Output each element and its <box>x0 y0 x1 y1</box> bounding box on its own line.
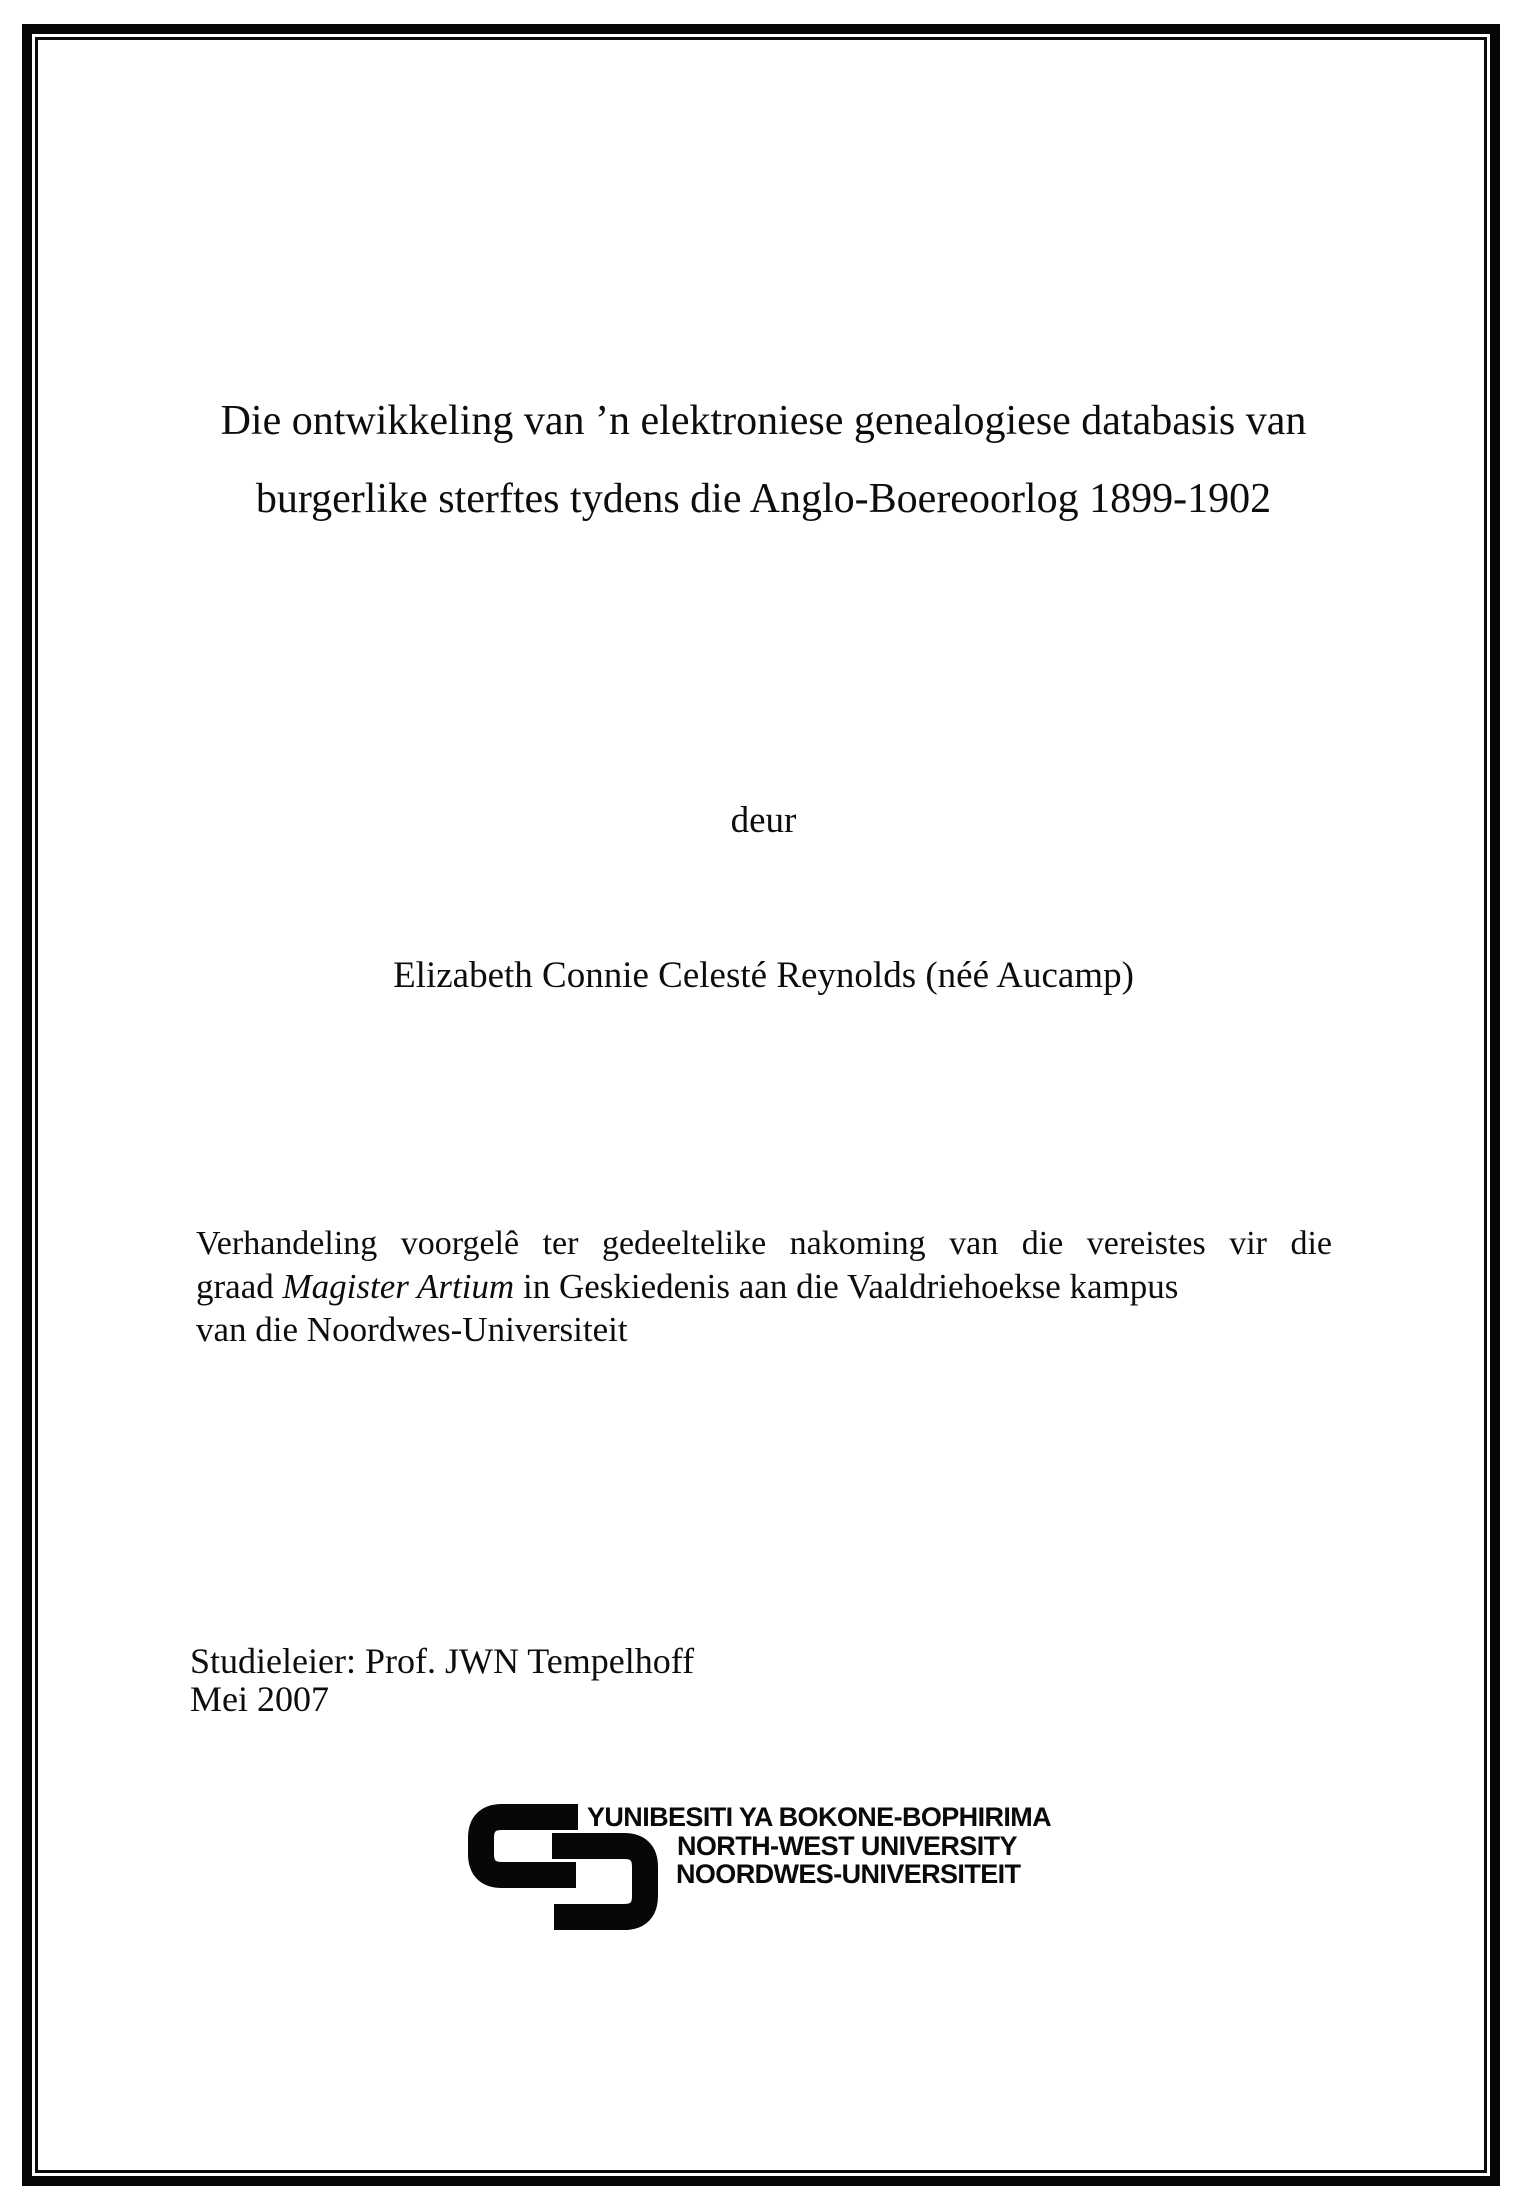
author-name: Elizabeth Connie Celesté Reynolds (néé Aucamp) <box>393 955 1134 996</box>
thesis-title-line1: Die ontwikkeling van ’n elektroniese genealogiese databasis van <box>220 398 1307 444</box>
thesis-title-line2: burgerlike sterftes tydens die Anglo-Boereoorlog 1899-1902 <box>255 476 1272 522</box>
supervisor-line: Studieleier: Prof. JWN Tempelhoff <box>190 1641 695 1681</box>
degree-line2-post: in Geskiedenis aan die Vaaldriehoekse kampus <box>514 1267 1179 1306</box>
byline-preposition: deur <box>730 800 797 841</box>
degree-statement-line3: van die Noordwes-Universiteit <box>196 1310 628 1349</box>
logo-line-setswana: YUNIBESITI YA BOKONE-BOPHIRIMA <box>587 1802 1052 1832</box>
degree-line2-pre: graad <box>196 1267 283 1306</box>
supervisor-block <box>190 1642 694 1718</box>
degree-line2-degree-name: Magister Artium <box>282 1267 515 1306</box>
thesis-title <box>96 382 1431 538</box>
university-logo <box>466 1802 1126 1942</box>
degree-statement <box>196 1222 1332 1357</box>
logo-line-english: NORTH-WEST UNIVERSITY <box>677 1831 1017 1861</box>
degree-statement-line1: Verhandeling voorgelê ter gedeeltelike nakoming van die vereistes vir die <box>196 1225 1332 1262</box>
date-line: Mei 2007 <box>190 1679 329 1719</box>
degree-statement-line2 <box>196 1265 1332 1308</box>
logo-line-afrikaans: NOORDWES-UNIVERSITEIT <box>676 1859 1021 1889</box>
